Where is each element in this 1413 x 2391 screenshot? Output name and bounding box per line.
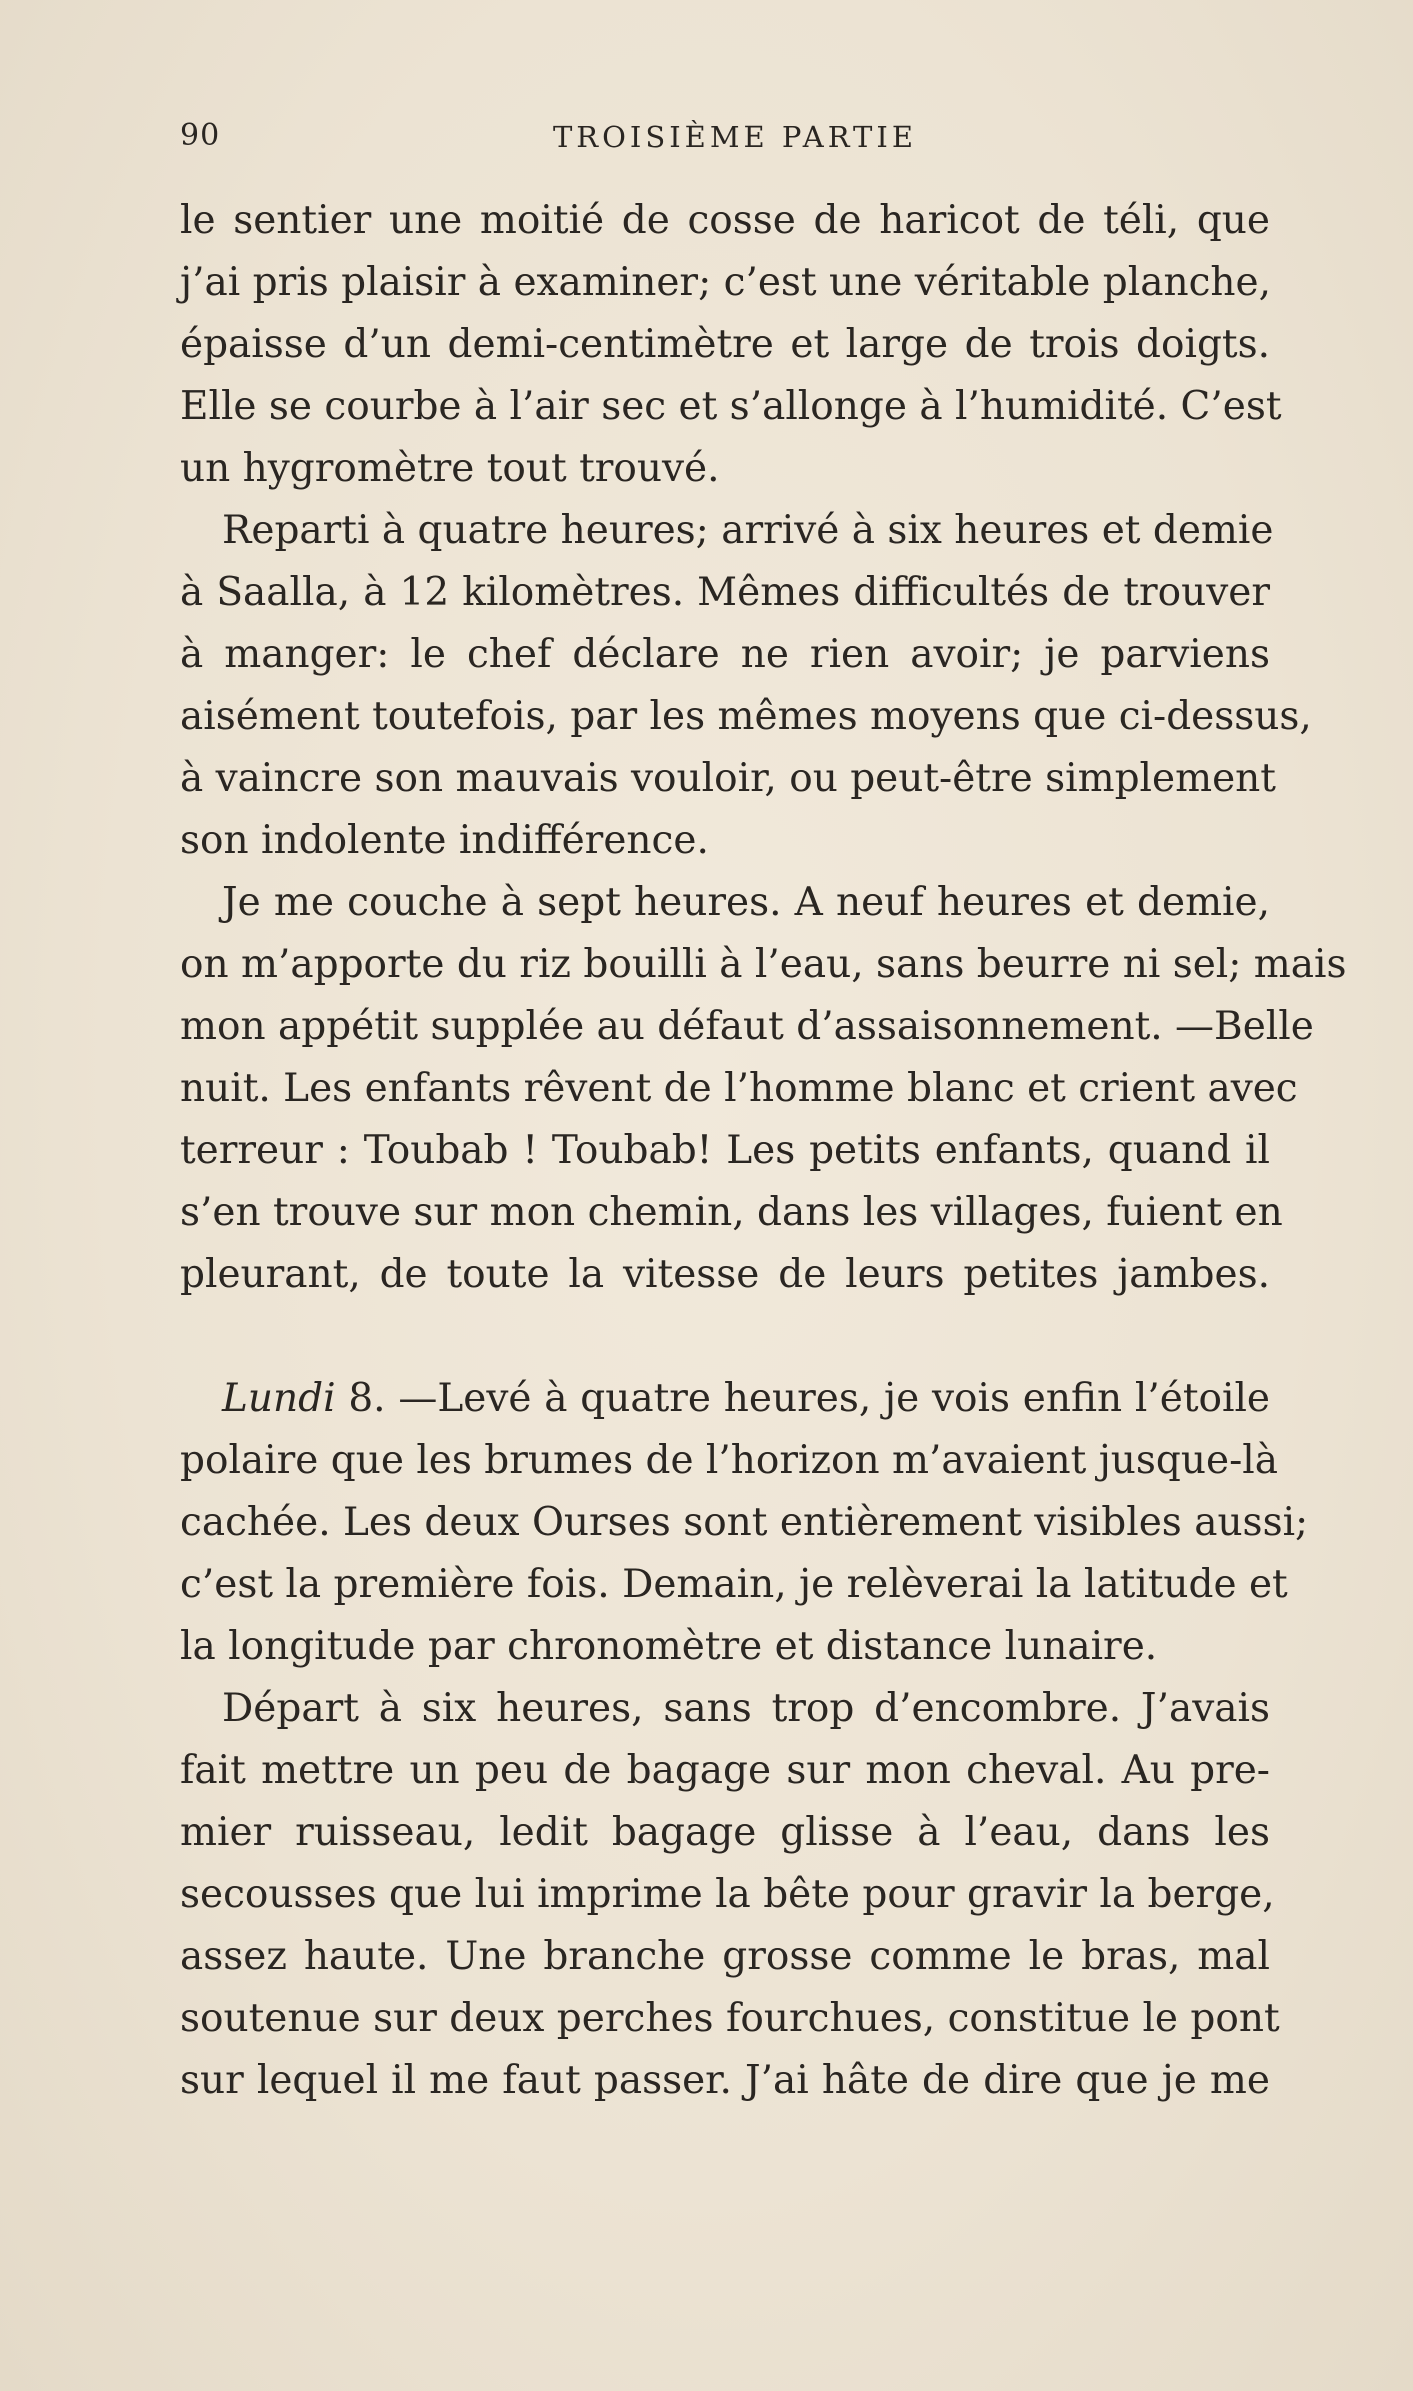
text-line: à manger: le chef déclare ne rien avoir; je parviens: [180, 632, 1270, 677]
page-number: 90: [180, 118, 221, 153]
text-line: j’ai pris plaisir à examiner; c’est une véritable planche,: [180, 260, 1272, 305]
body-text: [180, 190, 1347, 2112]
text-line: soutenue sur deux perches fourchues, constitue le pont: [180, 1996, 1280, 2041]
text-line: polaire que les brumes de l’horizon m’avaient jusque-là: [180, 1438, 1278, 1483]
text-line: [180, 1368, 1270, 1430]
text-line: cachée. Les deux Ourses sont entièrement visibles aussi;: [180, 1500, 1309, 1545]
section-break: [180, 1306, 1270, 1368]
text-line: nuit. Les enfants rêvent de l’homme blanc et crient avec: [180, 1066, 1298, 1111]
text-line: aisément toutefois, par les mêmes moyens que ci-dessus,: [180, 694, 1312, 739]
text-line: on m’apporte du riz bouilli à l’eau, sans beurre ni sel; mais: [180, 942, 1347, 987]
text-line: à Saalla, à 12 kilomètres. Mêmes difficultés de trouver: [180, 570, 1270, 615]
paragraph: [180, 190, 1282, 500]
text-line: Reparti à quatre heures; arrivé à six heures et demie: [222, 508, 1274, 553]
text-line: fait mettre un peu de bagage sur mon cheval. Au pre-: [180, 1748, 1270, 1793]
paragraph: [180, 1368, 1309, 1678]
text-line: s’en trouve sur mon chemin, dans les villages, fuient en: [180, 1190, 1283, 1235]
text-line: c’est la première fois. Demain, je relèverai la latitude et: [180, 1562, 1288, 1607]
text-line: Je me couche à sept heures. A neuf heures et demie,: [222, 880, 1270, 925]
text-line: assez haute. Une branche grosse comme le bras, mal: [180, 1934, 1270, 1979]
page-header: [180, 118, 1270, 166]
paragraph: [180, 500, 1312, 872]
text-line: épaisse d’un demi-centimètre et large de trois doigts.: [180, 322, 1270, 367]
text-line: terreur : Toubab ! Toubab! Les petits enfants, quand il: [180, 1128, 1270, 1173]
text-line: mier ruisseau, ledit bagage glisse à l’eau, dans les: [180, 1810, 1270, 1855]
text-line: la longitude par chronomètre et distance lunaire.: [180, 1624, 1158, 1669]
text-line: sur lequel il me faut passer. J’ai hâte de dire que je me: [180, 2058, 1270, 2103]
text-line: pleurant, de toute la vitesse de leurs petites jambes.: [180, 1252, 1270, 1297]
text-line: son indolente indifférence.: [180, 818, 709, 863]
text-line: le sentier une moitié de cosse de haricot de téli, que: [180, 198, 1270, 243]
text-line: Elle se courbe à l’air sec et s’allonge à l’humidité. C’est: [180, 384, 1282, 429]
text-line: secousses que lui imprime la bête pour gravir la berge,: [180, 1872, 1275, 1917]
text-line: à vaincre son mauvais vouloir, ou peut-être simplement: [180, 756, 1276, 801]
paragraph: [180, 872, 1347, 1306]
text-line: Départ à six heures, sans trop d’encombre. J’avais: [222, 1686, 1270, 1731]
running-title: TROISIÈME PARTIE: [552, 120, 918, 154]
text-line: un hygromètre tout trouvé.: [180, 446, 720, 491]
date-line-rest: 8. —Levé à quatre heures, je vois enfin l’étoile: [335, 1376, 1270, 1421]
text-line: mon appétit supplée au défaut d’assaisonnement. —Belle: [180, 1004, 1314, 1049]
paragraph: [180, 1678, 1280, 2112]
date-label: Lundi: [222, 1376, 336, 1421]
